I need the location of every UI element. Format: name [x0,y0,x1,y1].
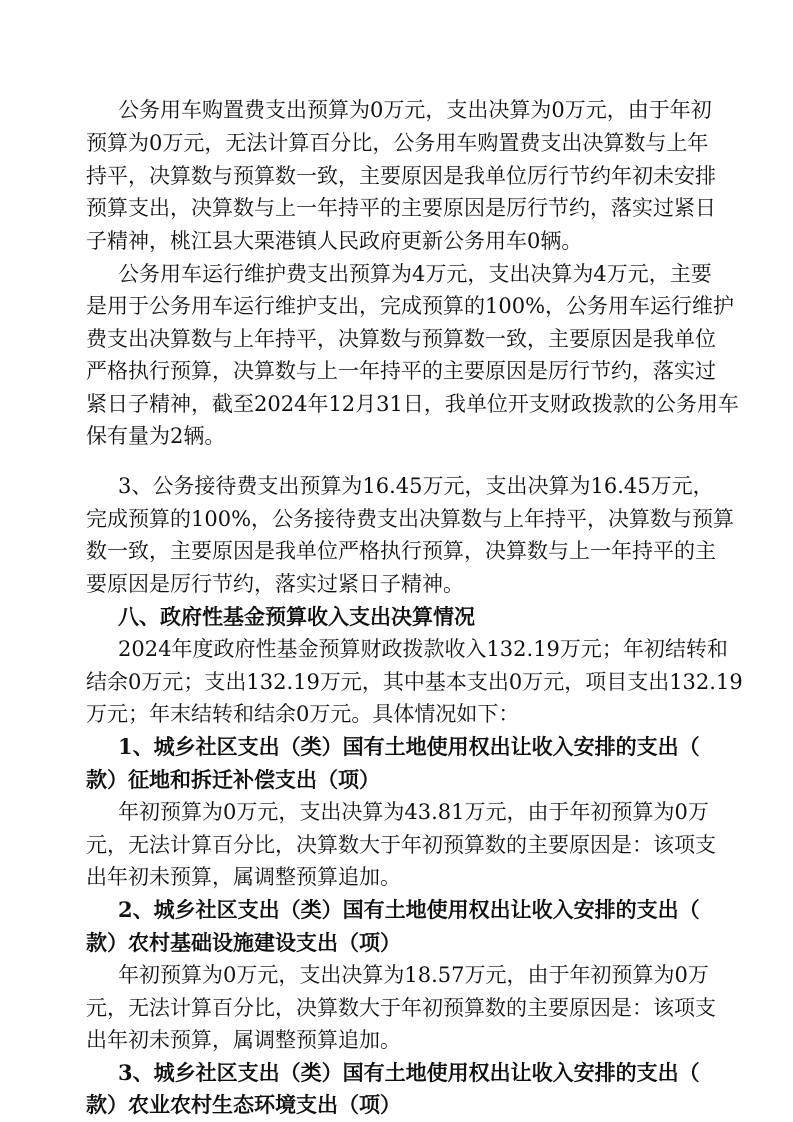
paragraph-line: 出年初未预算，属调整预算追加。 [86,865,401,889]
paragraph-line: 预算支出，决算数与上一年持平的主要原因是厉行节约，落实过紧日 [86,196,716,220]
paragraph-line: 公务用车运行维护费支出预算为4万元，支出决算为4万元，主要 [118,262,712,286]
paragraph-line: 严格执行预算，决算数与上一年持平的主要原因是厉行节约，落实过 [86,359,716,383]
paragraph-line: 子精神，桃江县大栗港镇人民政府更新公务用车0辆。 [86,229,583,253]
paragraph-line: 完成预算的100%，公务接待费支出决算数与上年持平，决算数与预算 [86,507,735,531]
paragraph-line: 3、公务接待费支出预算为16.45万元，支出决算为16.45万元， [118,474,714,498]
paragraph-line: 2024年度政府性基金预算财政拨款收入132.19万元；年初结转和 [118,637,728,661]
subsection-heading: 1、城乡社区支出（类）国有土地使用权出让收入安排的支出（ [118,734,700,759]
subsection-heading: 3、城乡社区支出（类）国有土地使用权出让收入安排的支出（ [118,1060,700,1085]
paragraph-line: 万元；年末结转和结余0万元。具体情况如下： [86,702,520,726]
paragraph-line: 公务用车购置费支出预算为0万元，支出决算为0万元，由于年初 [118,98,712,122]
paragraph-line: 保有量为2辆。 [86,424,226,448]
paragraph-line: 数一致，主要原因是我单位严格执行预算，决算数与上一年持平的主 [86,539,716,563]
paragraph-line: 出年初未预算，属调整预算追加。 [86,1028,401,1052]
section-heading: 八、政府性基金预算收入支出决算情况 [118,604,475,629]
subsection-heading: 款）农村基础设施建设支出（项） [86,930,401,955]
paragraph-line: 紧日子精神，截至2024年12月31日，我单位开支财政拨款的公务用车 [86,392,739,416]
subsection-heading: 款）农业农村生态环境支出（项） [86,1092,401,1117]
subsection-heading: 款）征地和拆迁补偿支出（项） [86,767,380,792]
paragraph-line: 是用于公务用车运行维护支出，完成预算的100%，公务用车运行维护 [86,294,735,318]
subsection-heading: 2、城乡社区支出（类）国有土地使用权出让收入安排的支出（ [118,897,700,922]
paragraph-line: 年初预算为0万元，支出决算为18.57万元，由于年初预算为0万 [118,963,709,987]
paragraph-line: 预算为0万元，无法计算百分比，公务用车购置费支出决算数与上年 [86,131,709,155]
paragraph-line: 要原因是厉行节约，落实过紧日子精神。 [86,572,464,596]
paragraph-line: 结余0万元；支出132.19万元，其中基本支出0万元，项目支出132.19 [86,670,743,694]
paragraph-line: 元，无法计算百分比，决算数大于年初预算数的主要原因是：该项支 [86,996,716,1020]
paragraph-line: 费支出决算数与上年持平，决算数与预算数一致，主要原因是我单位 [86,327,716,351]
paragraph-line: 持平，决算数与预算数一致，主要原因是我单位厉行节约年初未安排 [86,164,716,188]
paragraph-line: 元，无法计算百分比，决算数大于年初预算数的主要原因是：该项支 [86,833,716,857]
paragraph-line: 年初预算为0万元，支出决算为43.81万元，由于年初预算为0万 [118,800,709,824]
